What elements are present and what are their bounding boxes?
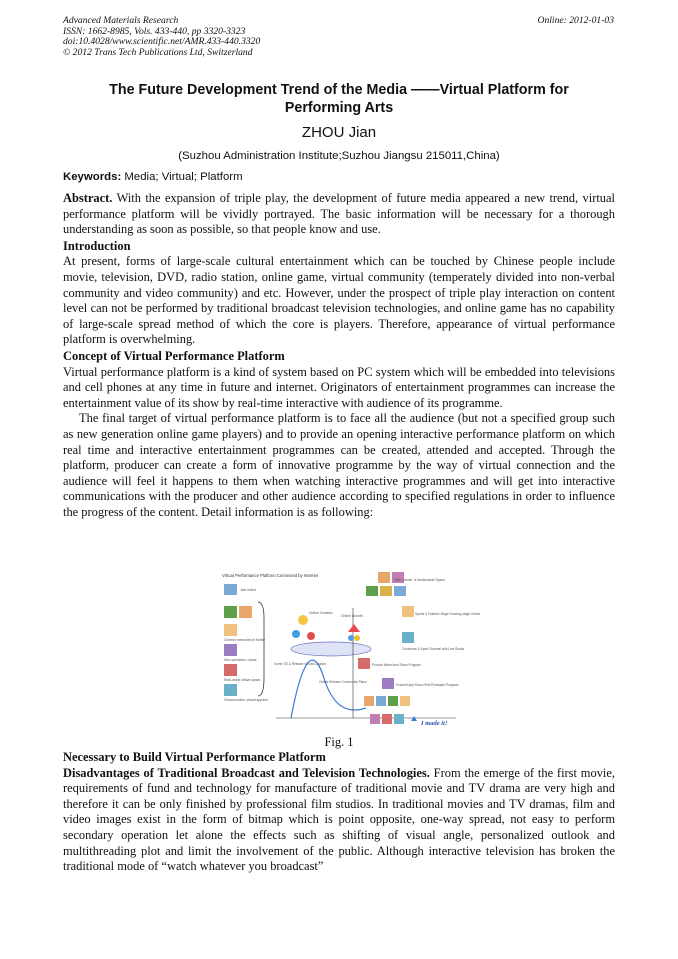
right-thumb-10 <box>364 696 374 706</box>
thumb-7 <box>224 684 237 696</box>
center-label-2: Online Growth <box>341 614 363 618</box>
right-thumb-11 <box>376 696 386 706</box>
keywords-label: Keywords: <box>63 171 122 183</box>
right-thumb-13 <box>400 696 410 706</box>
right-thumb-7 <box>402 632 414 643</box>
disadvantages-text: From the emerge of the first movie, requirements of fund and technology for manufacture of traditional movie and TV drama are very high and therefore it can be only finished by professional film studios. In traditional movies and TV dramas, film and video images exist in the form of bitmap which is point opposite, one-way spread, not easy to perform secondary operation let alone the effects such as shifting of visual angle, personalized outlook and multithreading plot and limit the involvement of the public. Although interactive television has broken the traditional mode of “watch whatever you broadcast” <box>63 765 615 874</box>
intro-heading: Introduction <box>63 238 131 253</box>
copyright-line: © 2012 Trans Tech Publications Ltd, Switzerland <box>63 46 253 58</box>
affiliation: (Suzhou Administration Institute;Suzhou Jiangsu 215011,China) <box>178 150 500 162</box>
figure-title: Virtual Performance Platform Connected by Internet <box>222 573 319 578</box>
concept-paragraph-2: The final target of virtual performance platform is to face all the audience (but not a specified group such as new generation online game players) and to provide an opening interactive performance platform on which real time and interactive entertainment programmes can be created, attended and accepted. Through the platform, producer can create a form of innovative programme by the way of virtual connection and the audience will feel it happens to them when watching interactive programmes and will get into interactive communications with the producer and other audience according to specified regulations in order to influence the progress of the content. Detail information is as following: <box>63 411 615 519</box>
issn-line: ISSN: 1662-8985, Vols. 433-440, pp 3320-3323 <box>63 25 246 37</box>
left-label-5: Virtual modes, virtual apparel <box>224 698 268 702</box>
center-dot-yellow <box>354 635 360 641</box>
right-thumb-12 <box>388 696 398 706</box>
right-label-4: Product Model and Show Program <box>372 663 421 667</box>
author: ZHOU Jian <box>301 124 377 141</box>
left-label-3: Non-operation, virtual <box>224 658 257 662</box>
growth-curve <box>291 660 366 718</box>
disadvantages-label: Disadvantages of Traditional Broadcast and Television Technologies. <box>63 765 430 780</box>
right-thumb-1 <box>378 572 390 583</box>
left-label-1: Join online <box>240 588 257 592</box>
center-label-4: Online Release Community Place <box>319 680 367 684</box>
right-thumb-4 <box>380 586 392 596</box>
right-thumb-16 <box>394 714 404 724</box>
center-icon-3 <box>307 632 315 640</box>
journal-name: Advanced Materials Research <box>63 15 179 26</box>
right-thumb-6 <box>402 606 414 617</box>
keywords-text: Media; Virtual; Platform <box>121 171 243 183</box>
body-bottom <box>63 750 615 875</box>
arrow-icon <box>411 716 417 721</box>
left-column <box>224 584 268 702</box>
figure-virtual-platform <box>216 568 481 732</box>
right-thumb-14 <box>370 714 380 724</box>
thumb-3 <box>239 606 252 618</box>
thumb-6 <box>224 664 237 676</box>
abstract-label: Abstract. <box>63 191 113 205</box>
abstract <box>63 191 615 238</box>
journal-header <box>63 16 260 58</box>
right-label-3: Consumer & Sport Channel with Live Studio <box>402 647 465 651</box>
center-icon-1 <box>298 615 308 625</box>
center-icon-2 <box>292 630 300 638</box>
center-dot-blue <box>348 635 354 641</box>
left-label-4: Real-world virtual space <box>224 678 261 682</box>
thumb-4 <box>224 624 237 636</box>
figure-caption: Fig. 1 <box>324 735 354 749</box>
title-line-2: Performing Arts <box>284 99 394 116</box>
right-label-1: Girls, Model, & fashionable Space <box>394 578 446 582</box>
paper-title <box>63 82 615 117</box>
figure-diagram <box>216 568 481 732</box>
abstract-text: With the expansion of triple play, the development of future media appeared a new trend, virtual performance platform will be vividly portrayed. The basic information will be necessary for a thorough understanding as soon as possible, so that people know and use. <box>63 191 615 237</box>
right-thumb-15 <box>382 714 392 724</box>
doi-line: doi:10.4028/www.scientific.net/AMR.433-440.3320 <box>63 36 261 48</box>
left-label-2: Cherish memories in family <box>224 638 265 642</box>
thumb-2 <box>224 606 237 618</box>
title-line-1: The Future Development Trend of the Media ——Virtual Platform for <box>109 82 569 98</box>
right-thumb-3 <box>366 586 378 596</box>
right-label-5: Pocket Kanji Show Field Prodapter Program <box>396 683 459 687</box>
keywords <box>63 171 243 183</box>
necessary-heading: Necessary to Build Virtual Performance Platform <box>63 750 326 764</box>
right-thumb-9 <box>382 678 394 689</box>
online-date: Online: 2012-01-03 <box>537 15 614 26</box>
platform-ellipse <box>291 642 371 656</box>
concept-paragraph-1: Virtual performance platform is a kind of system based on PC system which will be embedded into televisions and cell phones at any time in future and internet. Originators of entertainment programmes can increase the entertainment value of its show by real-time interactive with audience of its programme. <box>63 364 615 410</box>
center-triangle <box>348 624 360 632</box>
right-column <box>358 572 480 727</box>
body-top <box>63 191 615 520</box>
right-thumb-5 <box>394 586 406 596</box>
thumb-1 <box>224 584 237 595</box>
right-label-2: Sports & Fashion Stage Growing stage Online <box>415 612 481 616</box>
concept-heading: Concept of Virtual Performance Platform <box>63 348 285 363</box>
disadvantages-paragraph <box>63 766 615 875</box>
made-it-badge: I made it! <box>421 720 448 727</box>
intro-text: At present, forms of large-scale cultural entertainment which can be touched by Chinese people include movie, television, DVD, radio station, online game, virtual community (temperately divided into non-verbal community and video community) and etc. However, under the prospect of triple play interaction on content level can not be performed by traditional broadcast television technologies, and online game has no capability of large-scale spread method of which the core is players. Therefore, appearance of virtual performance platform is overwhelming. <box>63 254 615 347</box>
center-label-3: Some OS & Release Virtual Location <box>274 662 327 666</box>
center-label-1: Online Creation <box>309 611 333 615</box>
thumb-5 <box>224 644 237 656</box>
right-thumb-8 <box>358 658 370 669</box>
